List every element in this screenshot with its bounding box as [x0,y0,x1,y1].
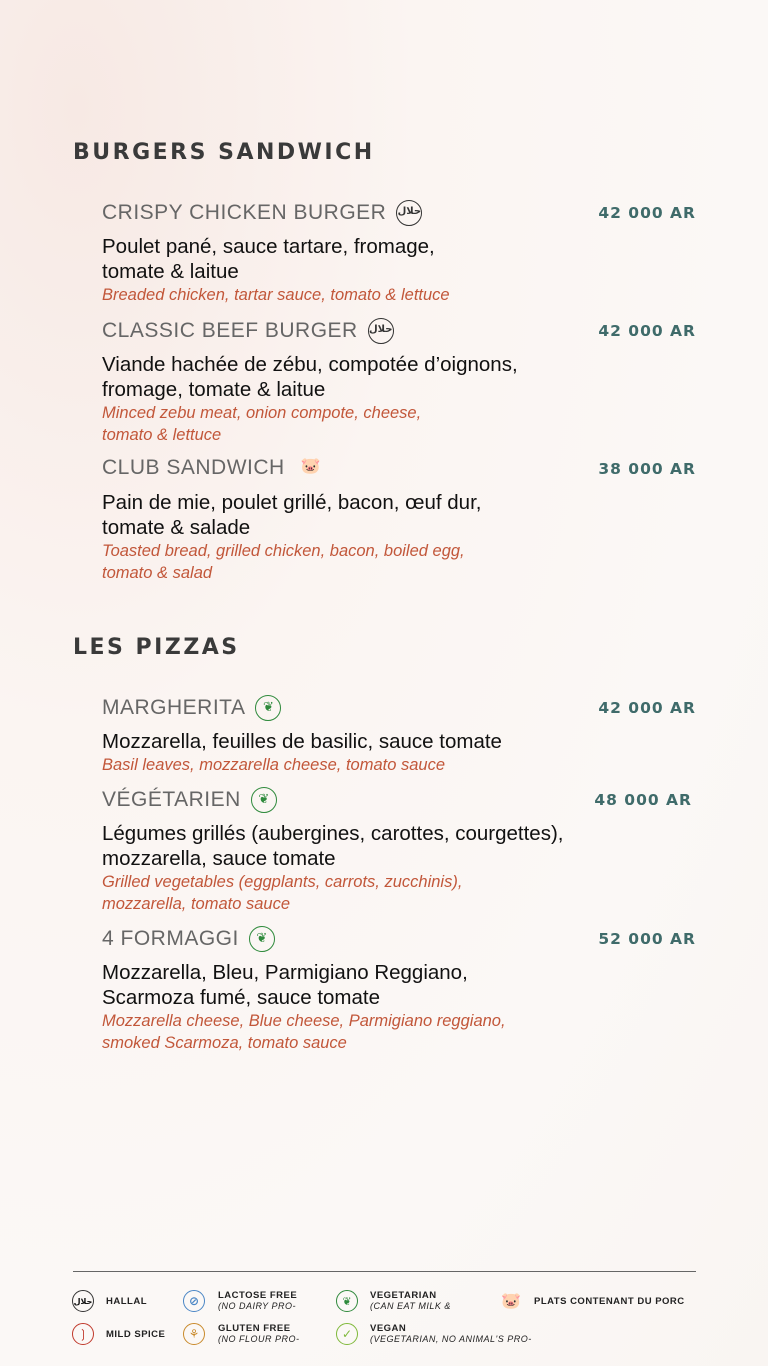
legend-label-sub: (NO DAIRY PRO- [218,1301,297,1311]
item-description-fr: Pain de mie, poulet grillé, bacon, œuf dur, tomate & salade [102,491,482,539]
legend-label-main: GLUTEN FREE [218,1323,291,1334]
legend-label-main: LACTOSE FREE [218,1290,298,1301]
legend-label: PLATS CONTENANT DU PORC [534,1295,685,1307]
menu-item-vegetarien [102,787,702,915]
vegetarian-icon: ❦ [255,695,281,721]
item-price: 42 000 AR [598,699,696,717]
legend-pork [500,1290,685,1312]
halal-icon: حلال [72,1290,94,1312]
item-name: CRISPY CHICKEN BURGER [102,201,387,224]
item-name: 4 FORMAGGI [102,927,239,950]
vegetarian-icon: ❦ [249,926,275,952]
item-description-fr: Poulet pané, sauce tartare, fromage, tomate & laitue [102,235,435,283]
item-description-en: Mozzarella cheese, Blue cheese, Parmigiano reggiano, smoked Scarmoza, tomato sauce [102,1012,506,1052]
pork-icon: 🐷 [300,458,321,475]
legend-lactose-free [183,1290,297,1312]
legend-vegan [336,1323,532,1345]
halal-icon: حلال [368,318,394,344]
legend-vegetarian [336,1290,451,1312]
halal-icon: حلال [396,200,422,226]
menu-item-margherita [102,695,702,777]
item-description-fr: Mozzarella, feuilles de basilic, sauce tomate [102,730,502,753]
item-name: CLASSIC BEEF BURGER [102,319,358,342]
legend-hallal [72,1290,147,1312]
section-title-pizzas: LES PIZZAS [73,635,240,660]
wheat-icon: ⚘ [183,1323,205,1345]
no-milk-icon: ⊘ [183,1290,205,1312]
item-description-fr: Légumes grillés (aubergines, carottes, courgettes), mozzarella, sauce tomate [102,822,564,870]
chili-icon: ❳ [72,1323,94,1345]
legend-label-sub: (VEGETARIAN, NO ANIMAL'S PRO- [370,1334,532,1344]
pork-icon: 🐷 [501,1293,521,1310]
menu-item-club-sandwich [102,456,702,584]
legend-label-sub: (CAN EAT MILK & [370,1301,451,1311]
vegan-icon: ✓ [336,1323,358,1345]
section-title-burgers: BURGERS SANDWICH [73,140,375,165]
legend-label [218,1290,297,1312]
item-description-en: Basil leaves, mozzarella cheese, tomato sauce [102,756,446,774]
item-price: 38 000 AR [598,460,696,478]
menu-item-classic-beef-burger [102,318,702,446]
item-description-en: Toasted bread, grilled chicken, bacon, boiled egg, tomato & salad [102,542,465,582]
menu-item-4-formaggi [102,926,702,1054]
legend-label [370,1323,532,1345]
legend-label [218,1323,300,1345]
vegetarian-icon: ❦ [251,787,277,813]
item-description-fr: Viande hachée de zébu, compotée d’oignons, fromage, tomate & laitue [102,353,518,401]
item-price: 42 000 AR [598,204,696,222]
item-description-en: Breaded chicken, tartar sauce, tomato & lettuce [102,286,450,304]
item-name: VÉGÉTARIEN [102,788,241,811]
item-description-en: Grilled vegetables (eggplants, carrots, zucchinis), mozzarella, tomato sauce [102,873,463,913]
legend-label [370,1290,451,1312]
item-price: 48 000 AR [594,791,692,809]
legend-divider [73,1271,696,1272]
item-description-fr: Mozzarella, Bleu, Parmigiano Reggiano, Scarmoza fumé, sauce tomate [102,961,468,1009]
legend-gluten-free [183,1323,300,1345]
legend-label-main: VEGETARIAN [370,1290,437,1301]
item-price: 52 000 AR [598,930,696,948]
legend-label: HALLAL [106,1295,147,1307]
legend-label-sub: (NO FLOUR PRO- [218,1334,300,1344]
item-name: CLUB SANDWICH [102,456,285,479]
vegetarian-icon: ❦ [336,1290,358,1312]
item-description-en: Minced zebu meat, onion compote, cheese, tomato & lettuce [102,404,422,444]
menu-item-crispy-chicken-burger [102,200,702,307]
item-price: 42 000 AR [598,322,696,340]
legend-label: MILD SPICE [106,1328,166,1340]
legend-label-main: VEGAN [370,1323,407,1334]
item-name: MARGHERITA [102,696,246,719]
legend-mild-spice [72,1323,165,1345]
